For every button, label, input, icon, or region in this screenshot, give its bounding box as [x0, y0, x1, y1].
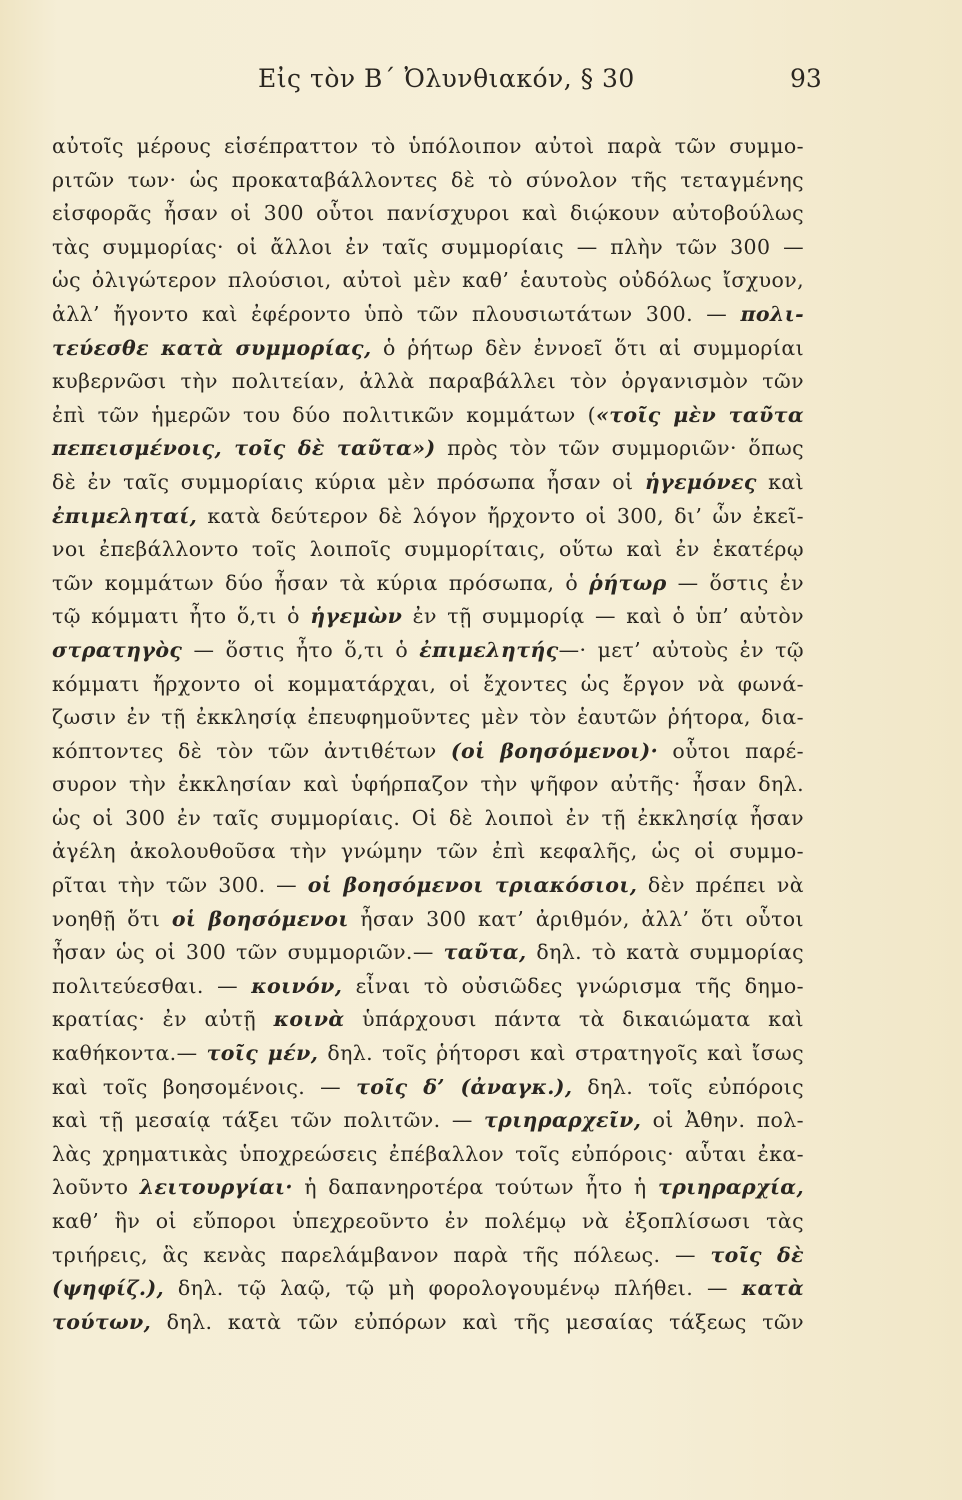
text-run: ζωσιν ἐν τῇ ἐκκλησίᾳ ἐπευφημοῦντες μὲν τὸν ἑαυτῶν ῥήτορα, δια-	[52, 705, 804, 730]
bold-term: (οἱ βοησόμενοι)·	[450, 738, 659, 763]
text-run: —· μετ’ αὐτοὺς ἐν τῷ	[558, 637, 804, 662]
bold-term: ἐπιμελητής	[419, 637, 559, 662]
text-run: καθ’ ἣν οἱ εὔποροι ὑπεχρεοῦντο ἐν πολέμῳ νὰ ἐξοπλίσωσι τὰς	[52, 1209, 804, 1233]
text-line	[52, 1239, 804, 1273]
bold-term: οἱ βοησόμενοι τριακόσιοι,	[307, 873, 638, 898]
text-line	[52, 835, 804, 869]
text-line	[52, 600, 804, 634]
text-line	[52, 264, 804, 298]
bold-term: (ψηφίζ.),	[52, 1276, 165, 1301]
text-line	[52, 1104, 804, 1138]
text-line	[52, 1272, 804, 1306]
text-run: ὁ ῥήτωρ δὲν ἐννοεῖ ὅτι αἱ συμμορίαι	[371, 335, 805, 360]
text-run: δηλ. τῷ λαῷ, τῷ μὴ φορολογουμένῳ πλήθει. —	[164, 1276, 742, 1301]
text-line	[52, 903, 804, 937]
text-run: εἶναι τὸ οὐσιῶδες γνώρισμα τῆς δημο-	[342, 973, 804, 998]
text-line	[52, 634, 804, 668]
bold-term: τεύεσθε κατὰ συμμορίας,	[52, 335, 372, 360]
bold-term: ῥήτωρ	[589, 570, 667, 595]
text-run: κατὰ δεύτερον δὲ λόγον ἤρχοντο οἱ 300, δι’ ὧν ἐκεῖ-	[197, 503, 804, 528]
text-line	[52, 1306, 804, 1340]
text-line	[52, 197, 804, 231]
text-run: ὡς ὀλιγώτερον πλούσιοι, αὐτοὶ μὲν καθ’ ἑαυτοὺς οὐδόλως ἴσχυον,	[52, 268, 804, 293]
text-line	[52, 1138, 804, 1172]
text-line	[52, 1071, 804, 1105]
text-line	[52, 1205, 804, 1239]
bold-term: τούτων,	[52, 1309, 152, 1334]
text-line	[52, 668, 804, 702]
bold-term: ἡγεμὼν	[310, 604, 403, 629]
text-run: καὶ	[756, 469, 805, 494]
bold-term: κοινὰ	[273, 1007, 345, 1032]
text-run: ἐν τῇ συμμορίᾳ — καὶ ὁ ὑπ’ αὐτὸν	[402, 604, 804, 629]
text-line	[52, 466, 804, 500]
text-run: δηλ. τοῖς εὐπόροις	[572, 1074, 804, 1099]
text-line	[52, 701, 804, 735]
text-line	[52, 970, 804, 1004]
text-line	[52, 332, 804, 366]
text-run: αὐτοῖς μέρους εἰσέπραττον τὸ ὑπόλοιπον αὐτοὶ παρὰ τῶν συμμο-	[52, 134, 804, 158]
text-line	[52, 533, 804, 567]
text-line	[52, 231, 804, 265]
text-line	[52, 399, 804, 433]
text-run: πρὸς τὸν τῶν συμμοριῶν· ὅπως	[435, 436, 804, 461]
bold-term: τριηραρχία,	[658, 1175, 805, 1200]
text-run: τὰς συμμορίας· οἱ ἄλλοι ἐν ταῖς συμμορίαις — πλὴν τῶν 300 —	[52, 234, 804, 259]
text-run: καὶ τῇ μεσαίᾳ τάξει τῶν πολιτῶν. —	[52, 1108, 484, 1133]
text-run: ἦσαν ὡς οἱ 300 τῶν συμμοριῶν.—	[52, 940, 444, 965]
text-run: τῷ κόμματι ἦτο ὅ,τι ὁ	[52, 604, 311, 629]
text-run: δηλ. τοῖς ῥήτορσι καὶ στρατηγοῖς καὶ ἴσως	[318, 1041, 804, 1066]
text-run: δὲν πρέπει νὰ	[637, 873, 804, 898]
bold-term: ἐπιμεληταί,	[52, 503, 198, 528]
text-run: ὡς οἱ 300 ἐν ταῖς συμμορίαις. Οἱ δὲ λοιποὶ ἐν τῇ ἐκκλησίᾳ ἦσαν	[52, 805, 804, 830]
text-run: — ὅστις ἦτο ὅ,τι ὁ	[182, 637, 420, 662]
page-number: 93	[790, 64, 822, 93]
text-line	[52, 567, 804, 601]
text-run: ἀλλ’ ἤγοντο καὶ ἐφέροντο ὑπὸ τῶν πλουσιωτάτων 300. —	[52, 301, 741, 326]
text-run: νοι ἐπεβάλλοντο τοῖς λοιποῖς συμμορίταις, οὕτω καὶ ἐν ἑκατέρῳ	[52, 537, 804, 562]
text-run: ρῖται τὴν τῶν 300. —	[52, 873, 308, 898]
bold-term: τοῖς δὲ	[710, 1242, 804, 1267]
text-run: κόμματι ἤρχοντο οἱ κομματάρχαι, οἱ ἔχοντες ὡς ἔργον νὰ φωνά-	[52, 671, 804, 696]
bold-term: τοῖς μέν,	[206, 1041, 319, 1066]
text-run: τριήρεις, ἃς κενὰς παρελάμβανον παρὰ τῆς πόλεως. —	[52, 1242, 711, 1267]
text-run: ἀγέλη ἀκολουθοῦσα τὴν γνώμην τῶν ἐπὶ κεφαλῆς, ὡς οἱ συμμο-	[52, 839, 804, 864]
text-run: λὰς χρηματικὰς ὑποχρεώσεις ἐπέβαλλον τοῖς εὐπόροις· αὗται ἐκα-	[52, 1141, 804, 1166]
text-line	[52, 298, 804, 332]
text-run: καὶ τοῖς βοησομένοις. —	[52, 1074, 357, 1099]
bold-term: κοινόν,	[251, 973, 343, 998]
text-line	[52, 365, 804, 399]
text-run: εἰσφορᾶς ἦσαν οἱ 300 οὗτοι πανίσχυροι καὶ διῴκουν αὐτοβούλως	[52, 201, 804, 226]
text-line	[52, 936, 804, 970]
text-line	[52, 1171, 804, 1205]
text-run: κρατίας· ἐν αὐτῇ	[52, 1007, 274, 1032]
bold-term: κατὰ	[741, 1276, 804, 1301]
text-run: καθήκοντα.—	[52, 1041, 207, 1066]
text-line	[52, 164, 804, 198]
bold-term: πεπεισμένοις, τοῖς δὲ ταῦτα»)	[52, 436, 436, 461]
text-run: ἦσαν 300 κατ’ ἀριθμόν, ἀλλ’ ὅτι οὗτοι	[348, 906, 804, 931]
body-text	[52, 130, 804, 1339]
bold-term: λειτουργίαι·	[139, 1175, 293, 1200]
text-run: νοηθῇ ὅτι	[52, 906, 172, 931]
text-run: οἱ Ἀθην. πολ-	[641, 1108, 804, 1133]
text-line	[52, 802, 804, 836]
running-title: Εἰς τὸν Β΄ Ὀλυνθιακόν, § 30	[258, 64, 635, 93]
bold-term: τοῖς δ’ (ἀναγκ.),	[356, 1074, 573, 1099]
text-line	[52, 768, 804, 802]
text-run: ἐπὶ τῶν ἡμερῶν του δύο πολιτικῶν κομμάτων (	[52, 402, 596, 427]
text-line	[52, 130, 804, 164]
bold-term: «τοῖς μὲν ταῦτα	[595, 402, 804, 427]
bold-term: οἱ βοησόμενοι	[171, 906, 349, 931]
text-line	[52, 735, 804, 769]
text-run: τῶν κομμάτων δύο ἦσαν τὰ κύρια πρόσωπα, ὁ	[52, 570, 590, 595]
text-run: λοῦντο	[52, 1175, 140, 1200]
text-run: δηλ. κατὰ τῶν εὐπόρων καὶ τῆς μεσαίας τάξεως τῶν	[151, 1309, 804, 1334]
text-run: οὗτοι παρέ-	[658, 738, 804, 763]
text-line	[52, 1003, 804, 1037]
text-line	[52, 1037, 804, 1071]
text-run: δὲ ἐν ταῖς συμμορίαις κύρια μὲν πρόσωπα ἦσαν οἱ	[52, 469, 645, 494]
page-header	[0, 64, 962, 104]
text-run: κυβερνῶσι τὴν πολιτείαν, ἀλλὰ παραβάλλει τὸν ὀργανισμὸν τῶν	[52, 369, 804, 394]
text-run: δηλ. τὸ κατὰ συμμορίας	[526, 940, 804, 965]
text-run: κόπτοντες δὲ τὸν τῶν ἀντιθέτων	[52, 738, 451, 763]
text-line	[52, 869, 804, 903]
text-run: συρον τὴν ἐκκλησίαν καὶ ὑφήρπαζον τὴν ψῆφον αὐτῆς· ἦσαν δηλ.	[52, 772, 804, 797]
text-run: ὑπάρχουσι πάντα τὰ δικαιώματα καὶ	[344, 1007, 804, 1032]
text-run: πολιτεύεσθαι. —	[52, 973, 252, 998]
text-run: ἡ δαπανηροτέρα τούτων ἦτο ἡ	[292, 1175, 658, 1200]
text-run: — ὅστις ἐν	[666, 570, 804, 595]
bold-term: ἡγεμόνες	[644, 469, 757, 494]
text-line	[52, 432, 804, 466]
text-run: ριτῶν των· ὡς προκαταβάλλοντες δὲ τὸ σύνολον τῆς τεταγμένης	[52, 167, 804, 192]
text-line	[52, 500, 804, 534]
bold-term: τριηραρχεῖν,	[483, 1108, 642, 1133]
bold-term: πολι-	[740, 301, 804, 326]
bold-term: στρατηγὸς	[52, 637, 183, 662]
bold-term: ταῦτα,	[443, 940, 527, 965]
